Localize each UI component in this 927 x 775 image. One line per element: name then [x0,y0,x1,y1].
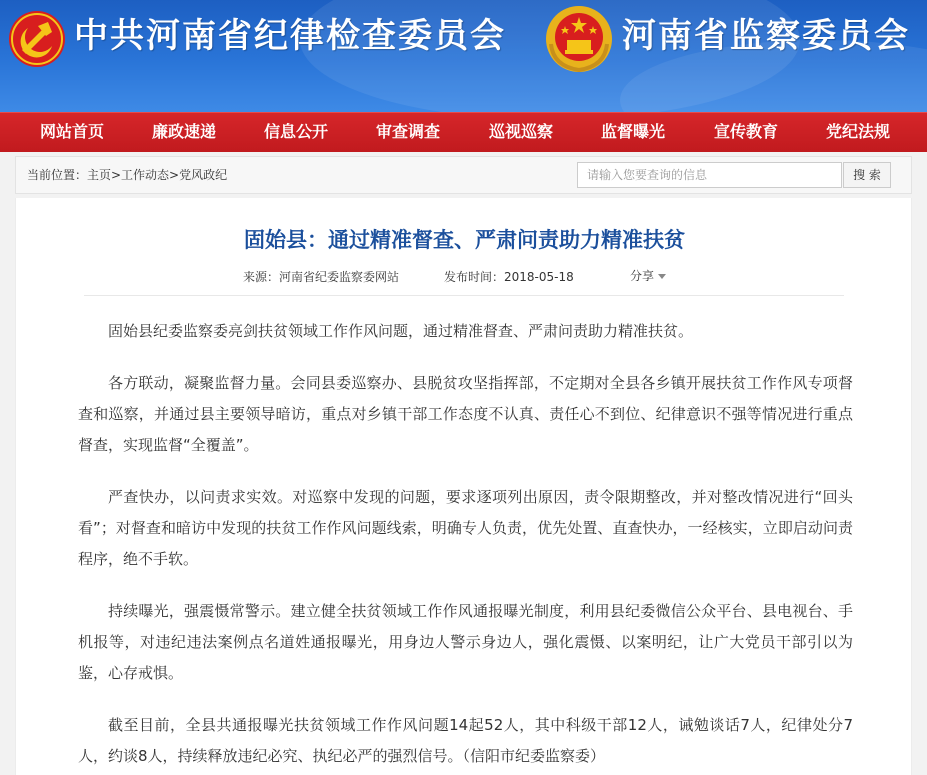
article-date: 发布时间：2018-05-18 [444,270,574,284]
share-button[interactable] [630,267,666,284]
article-title: 固始县：通过精准督查、严肃问责助力精准扶贫 [244,228,685,252]
nav-item-regulations[interactable]: 党纪法规 [825,122,890,141]
site-title-left: 中共河南省纪律检查委员会 [74,16,506,56]
nav-item-inspection[interactable]: 巡视巡察 [488,122,553,141]
chevron-down-icon [658,274,666,279]
nav-item-investigation[interactable]: 审查调查 [375,122,440,141]
search-input[interactable] [577,162,842,188]
breadcrumb[interactable]: 当前位置：主页>工作动态>党风政纪 [27,168,228,182]
share-label: 分享 [630,269,655,283]
article-paragraph: 严查快办，以问责求实效。对巡察中发现的问题，要求逐项列出原因，责令限期整改，并对整改情况进行“回头看”；对督查和暗访中发现的扶贫工作作风问题线索，明确专人负责，优先处置、直查快办，一经核实，立即启动问责程序，绝不手软。 [78,488,853,568]
breadcrumb-bar [15,156,912,194]
article-paragraph: 固始县纪委监察委亮剑扶贫领域工作作风问题，通过精准督查、严肃问责助力精准扶贫。 [108,322,694,340]
article-source: 来源：河南省纪委监察委网站 [243,270,400,284]
divider [84,295,844,296]
party-emblem-icon [8,10,66,68]
search-button[interactable]: 搜 索 [843,162,891,188]
nav-item-education[interactable]: 宣传教育 [713,122,778,141]
nav-item-exposure[interactable]: 监督曝光 [600,122,665,141]
article-paragraph: 各方联动，凝聚监督力量。会同县委巡察办、县脱贫攻坚指挥部，不定期对全县各乡镇开展扶贫工作作风专项督查和巡察，并通过县主要领导暗访，重点对乡镇干部工作态度不认真、责任心不到位、纪律意识不强等情况进行重点督查，实现监督“全覆盖”。 [78,374,853,454]
header-banner [0,0,927,112]
nav-item-info[interactable]: 信息公开 [263,122,328,141]
article-container [15,198,912,775]
nav-item-home[interactable]: 网站首页 [39,122,104,141]
national-emblem-icon [543,4,615,74]
nav-item-news[interactable]: 廉政速递 [151,122,216,141]
site-title-right: 河南省监察委员会 [622,16,910,56]
article-paragraph: 持续曝光，强震慑常警示。建立健全扶贫领域工作作风通报曝光制度，利用县纪委微信公众平台、县电视台、手机报等，对违纪违法案例点名道姓通报曝光，用身边人警示身边人，强化震慑、以案明纪，让广大党员干部引以为鉴，心存戒惧。 [78,602,853,682]
article-paragraph: 截至目前，全县共通报曝光扶贫领域工作作风问题14起52人，其中科级干部12人，诫勉谈话7人，纪律处分7人，约谈8人，持续释放违纪必究、执纪必严的强烈信号。（信阳市纪委监察委） [78,716,853,765]
main-nav [0,112,927,152]
